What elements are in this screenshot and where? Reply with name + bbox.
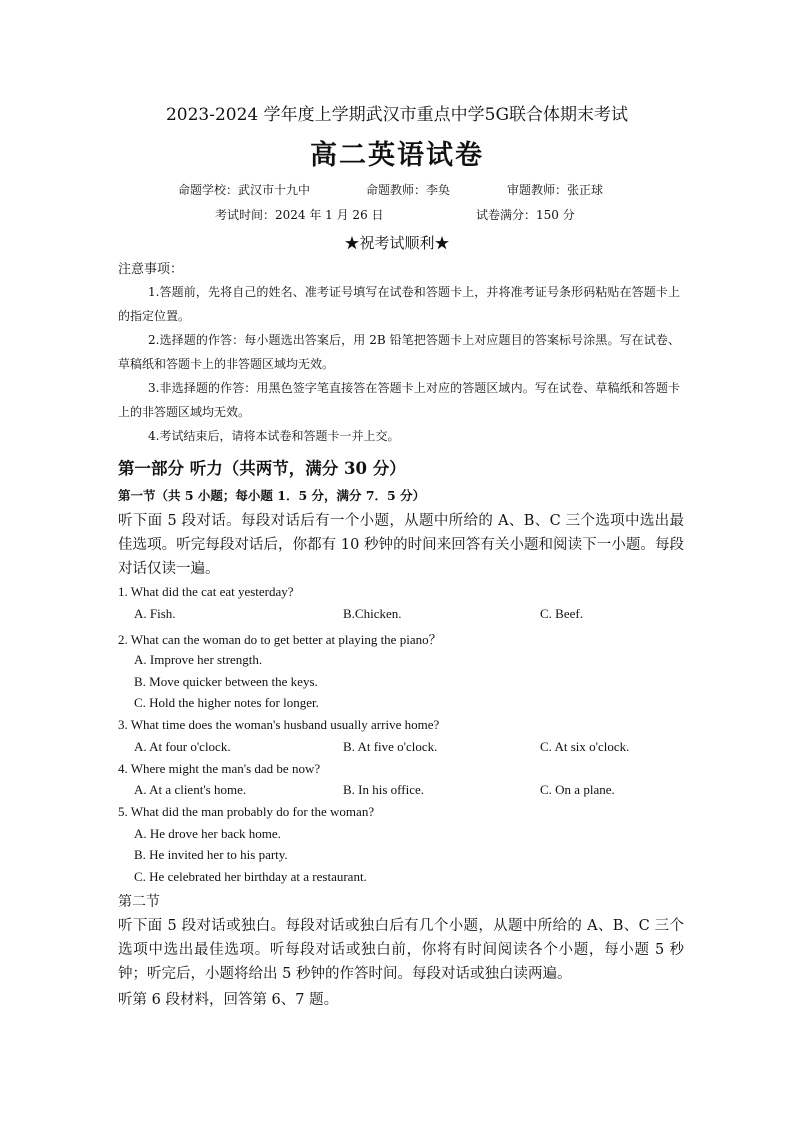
subject-title: 高二英语试卷 xyxy=(310,140,484,171)
school-info: 命题学校：武汉市十九中 xyxy=(178,183,311,197)
notes-list xyxy=(118,280,680,448)
full-score: 试卷满分：150 分 xyxy=(476,208,575,222)
good-luck-banner: ★祝考试顺利★ xyxy=(344,234,450,252)
option-a: A. He drove her back home. xyxy=(134,826,281,841)
option-b: B. In his office. xyxy=(343,782,424,797)
option-b: B. At five o'clock. xyxy=(343,739,438,754)
option-c: C. Beef. xyxy=(540,606,583,621)
exam-title: 2023-2024 学年度上学期武汉市重点中学5G联合体期末考试 xyxy=(165,105,629,125)
option-c: C. On a plane. xyxy=(540,782,615,797)
option-c: C. Hold the higher notes for longer. xyxy=(134,695,319,710)
notes-heading: 注意事项： xyxy=(118,262,184,277)
note-item: 4.考试结束后，请将本试卷和答题卡一并上交。 xyxy=(148,429,400,443)
note-item: 3.非选择题的作答：用黑色签字笔直接答在答题卡上对应的答题区域内。写在试卷、草稿纸和答题卡上的非答题区域均无效。 xyxy=(118,381,680,419)
section2-intro: 听下面 5 段对话或独白。每段对话或独白后有几个小题，从题中所给的 A、B、C 三个选项中选出最佳选项。听每段对话或独白前，你将有时间阅读各个小题，每小题 5 秒钟；听完后，小题将给出 5 秒钟的作答时间。每段对话或独白读两遍。 xyxy=(118,918,684,982)
section1-intro: 听下面 5 段对话。每段对话后有一个小题，从题中所给的 A、B、C 三个选项中选出最佳选项。听完每段对话后，你都有 10 秒钟的时间来回答有关小题和阅读下一小题。每段对话仅读一遍。 xyxy=(118,513,684,577)
option-b: B. Move quicker between the keys. xyxy=(134,674,318,689)
option-b: B.Chicken. xyxy=(343,606,402,621)
option-a: A. Improve her strength. xyxy=(134,652,263,667)
exam-time: 考试时间：2024 年 1 月 26 日 xyxy=(215,208,384,222)
section2-title: 第二节 xyxy=(118,894,160,910)
section1-title: 第一节（共 5 小题；每小题 1．5 分，满分 7．5 分） xyxy=(118,488,426,503)
question-stem: 2. What can the woman do to get better at playing the piano？ xyxy=(118,632,442,647)
option-a: A. Fish. xyxy=(134,606,176,621)
question-stem: 1. What did the cat eat yesterday? xyxy=(118,584,294,599)
question-stem: 4. Where might the man's dad be now? xyxy=(118,761,321,776)
option-c: C. At six o'clock. xyxy=(540,739,630,754)
question-stem: 3. What time does the woman's husband usually arrive home? xyxy=(118,717,440,732)
part1-title: 第一部分 听力（共两节，满分 30 分） xyxy=(118,459,406,478)
reviewer-info: 审题教师：张正球 xyxy=(507,183,604,197)
note-item: 2.选择题的作答：每小题选出答案后，用 2B 铅笔把答题卡上对应题目的答案标号涂黑。写在试卷、草稿纸和答题卡上的非答题区域均无效。 xyxy=(118,333,680,371)
option-c: C. He celebrated her birthday at a restaurant. xyxy=(134,869,367,884)
option-a: A. At four o'clock. xyxy=(134,739,231,754)
material-6-instruction: 听第 6 段材料，回答第 6、7 题。 xyxy=(118,992,339,1008)
setter-info: 命题教师：李奂 xyxy=(366,183,451,197)
note-item: 1.答题前，先将自己的姓名、准考证号填写在试卷和答题卡上，并将准考证号条形码粘贴在答题卡上的指定位置。 xyxy=(118,285,680,323)
question-stem: 5. What did the man probably do for the woman? xyxy=(118,804,375,819)
option-b: B. He invited her to his party. xyxy=(134,847,288,862)
option-a: A. At a client's home. xyxy=(134,782,247,797)
